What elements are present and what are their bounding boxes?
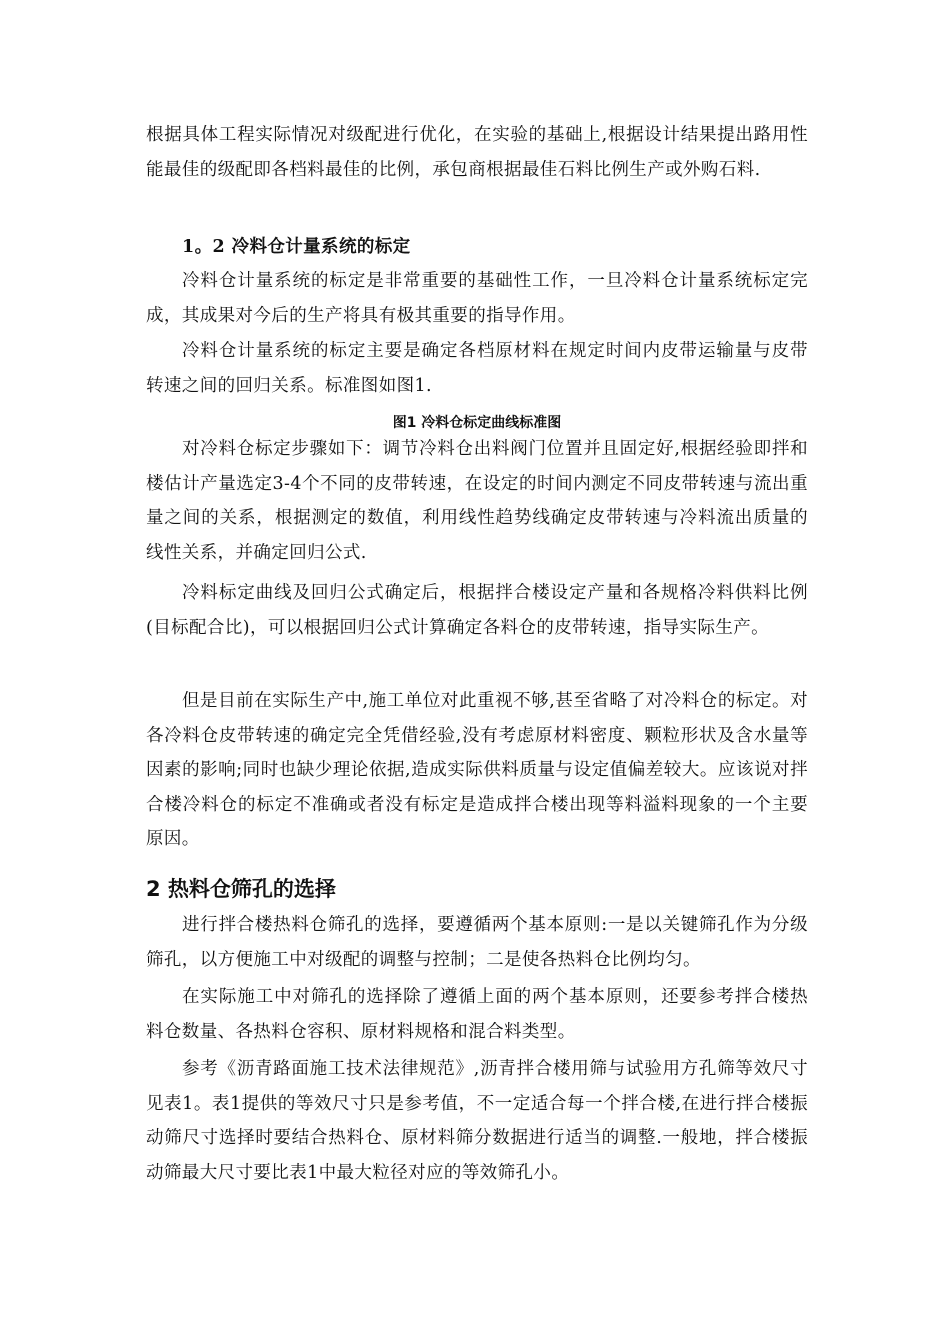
paragraph-calibration-purpose: 冷料仓计量系统的标定主要是确定各档原材料在规定时间内皮带运输量与皮带转速之间的回归关系。标准图如图1. (146, 341, 808, 396)
paragraph-calibration-importance: 冷料仓计量系统的标定是非常重要的基础性工作，一旦冷料仓计量系统标定完成，其成果对今后的生产将具有极其重要的指导作用。 (146, 271, 808, 326)
paragraph-calibration-steps: 对冷料仓标定步骤如下：调节冷料仓出料阀门位置并且固定好,根据经验即拌和楼估计产量选定3-4个不同的皮带转速，在设定的时间内测定不同皮带转速与流出重量之间的关系，根据测定的数值，利用线性趋势线确定皮带转速与冷料流出质量的线性关系，并确定回归公式. (146, 439, 808, 563)
paragraph-gradation-optimization: 根据具体工程实际情况对级配进行优化，在实验的基础上,根据设计结果提出路用性能最佳的级配即各档料最佳的比例，承包商根据最佳石料比例生产或外购石料. (146, 125, 808, 180)
paragraph-sieve-equivalent-sizes: 参考《沥青路面施工技术法律规范》,沥青拌合楼用筛与试验用方孔筛等效尺寸见表1。表1提供的等效尺寸只是参考值，不一定适合每一个拌合楼,在进行拌合楼振动筛尺寸选择时要结合热料仓、原材料筛分数据进行适当的调整.一般地，拌合楼振动筛最大尺寸要比表1中最大粒径对应的等效筛孔小。 (146, 1059, 808, 1183)
paragraph-sieve-considerations: 在实际施工中对筛孔的选择除了遵循上面的两个基本原则，还要参考拌合楼热料仓数量、各热料仓容积、原材料规格和混合料类型。 (146, 987, 808, 1042)
section-heading-2: 2 热料仓筛孔的选择 (146, 877, 336, 901)
paragraph-current-problems: 但是目前在实际生产中,施工单位对此重视不够,甚至省略了对冷料仓的标定。对各冷料仓皮带转速的确定完全凭借经验,没有考虑原材料密度、颗粒形状及含水量等因素的影响;同时也缺少理论依据,造成实际供料质量与设定值偏差较大。应该说对拌合楼冷料仓的标定不准确或者没有标定是造成拌合楼出现等料溢料现象的一个主要原因。 (146, 691, 808, 849)
section-heading-1-2: 1。2 冷料仓计量系统的标定 (182, 237, 411, 257)
paragraph-calibration-application: 冷料标定曲线及回归公式确定后，根据拌合楼设定产量和各规格冷料供料比例(目标配合比)，可以根据回归公式计算确定各料仓的皮带转速，指导实际生产。 (146, 583, 808, 638)
paragraph-sieve-principles: 进行拌合楼热料仓筛孔的选择，要遵循两个基本原则:一是以关键筛孔作为分级筛孔，以方便施工中对级配的调整与控制；二是使各热料仓比例均匀。 (146, 915, 808, 970)
figure-caption: 图1 冷料仓标定曲线标准图 (392, 415, 562, 431)
